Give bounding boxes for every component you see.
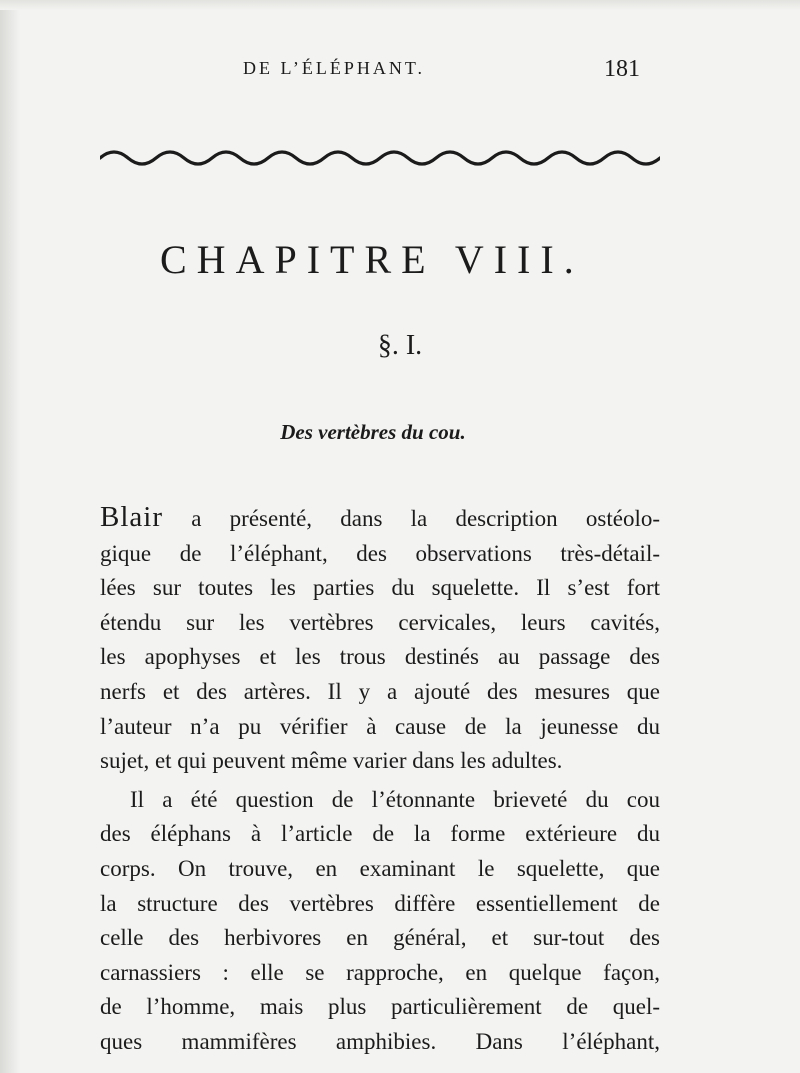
running-head: DE L’ÉLÉPHANT.: [243, 58, 425, 78]
text-line: ques mammifères amphibies. Dans l’éléphant,: [100, 1028, 660, 1054]
wavy-rule-ornament: [100, 142, 660, 172]
chapter-title: CHAPITRE VIII.: [160, 237, 584, 282]
page-gutter-shadow: [0, 0, 20, 1073]
text-line: les apophyses et les trous destinés au passage des: [100, 644, 660, 670]
page-top-shadow: [0, 0, 800, 10]
text-line: [100, 500, 660, 537]
text-line: sujet, et qui peuvent même varier dans les adultes.: [100, 748, 563, 774]
section-mark: §. I.: [377, 330, 423, 361]
text-line-content: a présenté, dans la description ostéolo-: [163, 506, 660, 531]
text-line: celle des herbivores en général, et sur-tout des: [100, 925, 660, 951]
body-text: [100, 500, 660, 1060]
text-line: nerfs et des artères. Il y a ajouté des mesures que: [100, 678, 660, 704]
text-line: carnassiers : elle se rapproche, en quelque façon,: [100, 959, 660, 985]
paragraph-1: [100, 500, 660, 779]
text-line: de l’homme, mais plus particulièrement de quel-: [100, 994, 660, 1020]
text-line: lées sur toutes les parties du squelette. Il s’est fort: [100, 575, 660, 601]
text-line: étendu sur les vertèbres cervicales, leurs cavités,: [100, 609, 660, 635]
page-number: 181: [604, 56, 640, 82]
text-line: corps. On trouve, en examinant le squelette, que: [100, 855, 660, 881]
text-line: la structure des vertèbres diffère essentiellement de: [100, 890, 660, 916]
text-line: Il a été question de l’étonnante brieveté du cou: [130, 786, 660, 812]
section-title: Des vertèbres du cou.: [280, 420, 466, 444]
paragraph-2: [100, 783, 660, 1060]
text-line: l’auteur n’a pu vérifier à cause de la jeunesse du: [100, 713, 660, 739]
text-line: des éléphans à l’article de la forme extérieure du: [100, 821, 660, 847]
text-line: gique de l’éléphant, des observations très-détail-: [100, 540, 660, 566]
lead-word: Blair: [100, 501, 163, 533]
